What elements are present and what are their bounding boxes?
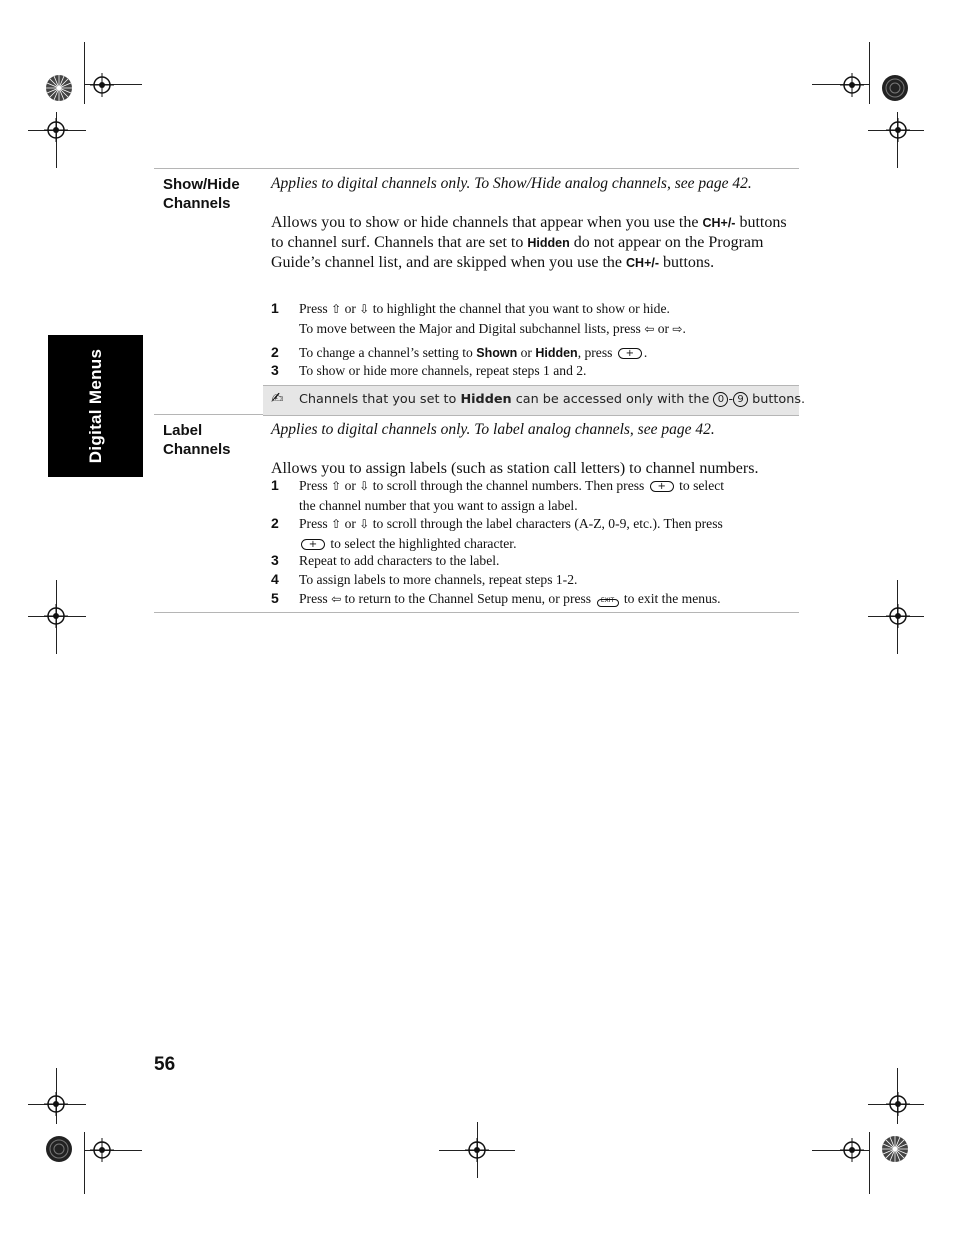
step-number: 3 — [271, 552, 279, 568]
select-button-icon — [301, 539, 325, 550]
left-arrow-icon: ⇦ — [644, 322, 655, 336]
registration-mark-icon — [886, 1092, 910, 1116]
select-button-icon — [650, 481, 674, 492]
step-number: 1 — [271, 477, 279, 493]
starburst-mark-icon — [45, 74, 73, 102]
step-number: 2 — [271, 344, 279, 360]
nine-button-icon: 9 — [733, 392, 748, 407]
left-arrow-icon: ⇦ — [331, 592, 342, 606]
up-arrow-icon: ⇧ — [331, 302, 342, 316]
hidden-setting-name: Hidden — [527, 236, 570, 250]
table-rule-bottom — [154, 612, 799, 613]
registration-mark-icon — [44, 604, 68, 628]
section-side-tab — [48, 335, 143, 477]
step-text: To change a channel’s setting to Shown or Hidden, press +. — [299, 343, 799, 363]
zero-button-icon: 0 — [713, 392, 728, 407]
step-number: 2 — [271, 515, 279, 531]
registration-mark-icon — [465, 1138, 489, 1162]
concentric-mark-icon — [45, 1135, 73, 1163]
step-text: To show or hide more channels, repeat steps 1 and 2. — [299, 363, 587, 378]
select-button-icon — [618, 348, 642, 359]
page-number: 56 — [154, 1054, 176, 1075]
up-arrow-icon: ⇧ — [331, 479, 342, 493]
show-hide-channels-label: Show/Hide Channels — [163, 176, 240, 212]
table-rule-top — [154, 168, 799, 169]
hidden-setting-name: Hidden — [535, 346, 578, 360]
ch-button-name: CH+/- — [702, 216, 736, 230]
step-number: 4 — [271, 571, 279, 587]
step-text: Repeat to add characters to the label. — [299, 553, 500, 568]
step-text: Press ⇧ or ⇩ to highlight the channel that you want to show or hide. To move between the Major and Digital subchannel lists, press ⇦ or ⇨. — [299, 301, 686, 336]
shown-setting-name: Shown — [476, 346, 518, 360]
note-pen-icon: ✍ — [271, 389, 284, 407]
registration-mark-icon — [840, 73, 864, 97]
step-text: Press ⇧ or ⇩ to scroll through the channel numbers. Then press + to select the channel number that you want to assign a label. — [299, 476, 799, 515]
exit-button-icon: EXIT — [597, 593, 619, 607]
step-text: Press ⇧ or ⇩ to scroll through the label characters (A-Z, 0-9, etc.). Then press + to select the highlighted character. — [299, 514, 799, 553]
registration-mark-icon — [90, 73, 114, 97]
registration-mark-icon — [44, 1092, 68, 1116]
step-number: 3 — [271, 362, 279, 378]
ch-button-name: CH+/- — [626, 256, 660, 270]
down-arrow-icon: ⇩ — [359, 302, 370, 316]
note-text: Channels that you set to Hidden can be accessed only with the 0 - 9 buttons. — [299, 392, 806, 407]
right-arrow-icon: ⇨ — [672, 322, 683, 336]
step-text: Press ⇦ to return to the Channel Setup menu, or press EXIT to exit the menus. — [299, 591, 721, 606]
registration-mark-icon — [44, 118, 68, 142]
down-arrow-icon: ⇩ — [359, 479, 370, 493]
label-channels-description: Allows you to assign labels (such as station call letters) to channel numbers. — [271, 460, 759, 477]
registration-mark-icon — [840, 1138, 864, 1162]
hidden-setting-name: Hidden — [460, 392, 512, 407]
label-channels-label: Label Channels — [163, 422, 231, 458]
registration-mark-icon — [886, 118, 910, 142]
step-number: 5 — [271, 590, 279, 606]
label-channels-intro: Applies to digital channels only. To label analog channels, see page 42. — [271, 421, 715, 438]
show-hide-description: Allows you to show or hide channels that appear when you use the CH+/- buttons to channel surf. Channels that are set to Hidden do not appear on the Program Guide’s channel list, and are skipped when you use the CH+/- buttons. — [271, 214, 787, 271]
concentric-mark-icon — [881, 74, 909, 102]
show-hide-intro: Applies to digital channels only. To Show/Hide analog channels, see page 42. — [271, 175, 752, 192]
starburst-mark-icon — [881, 1135, 909, 1163]
up-arrow-icon: ⇧ — [331, 517, 342, 531]
note-box — [263, 385, 806, 416]
down-arrow-icon: ⇩ — [359, 517, 370, 531]
registration-mark-icon — [886, 604, 910, 628]
step-number: 1 — [271, 300, 279, 316]
step-text: To assign labels to more channels, repeat steps 1-2. — [299, 572, 578, 587]
registration-mark-icon — [90, 1138, 114, 1162]
section-side-tab-label: Digital Menus — [85, 348, 105, 464]
